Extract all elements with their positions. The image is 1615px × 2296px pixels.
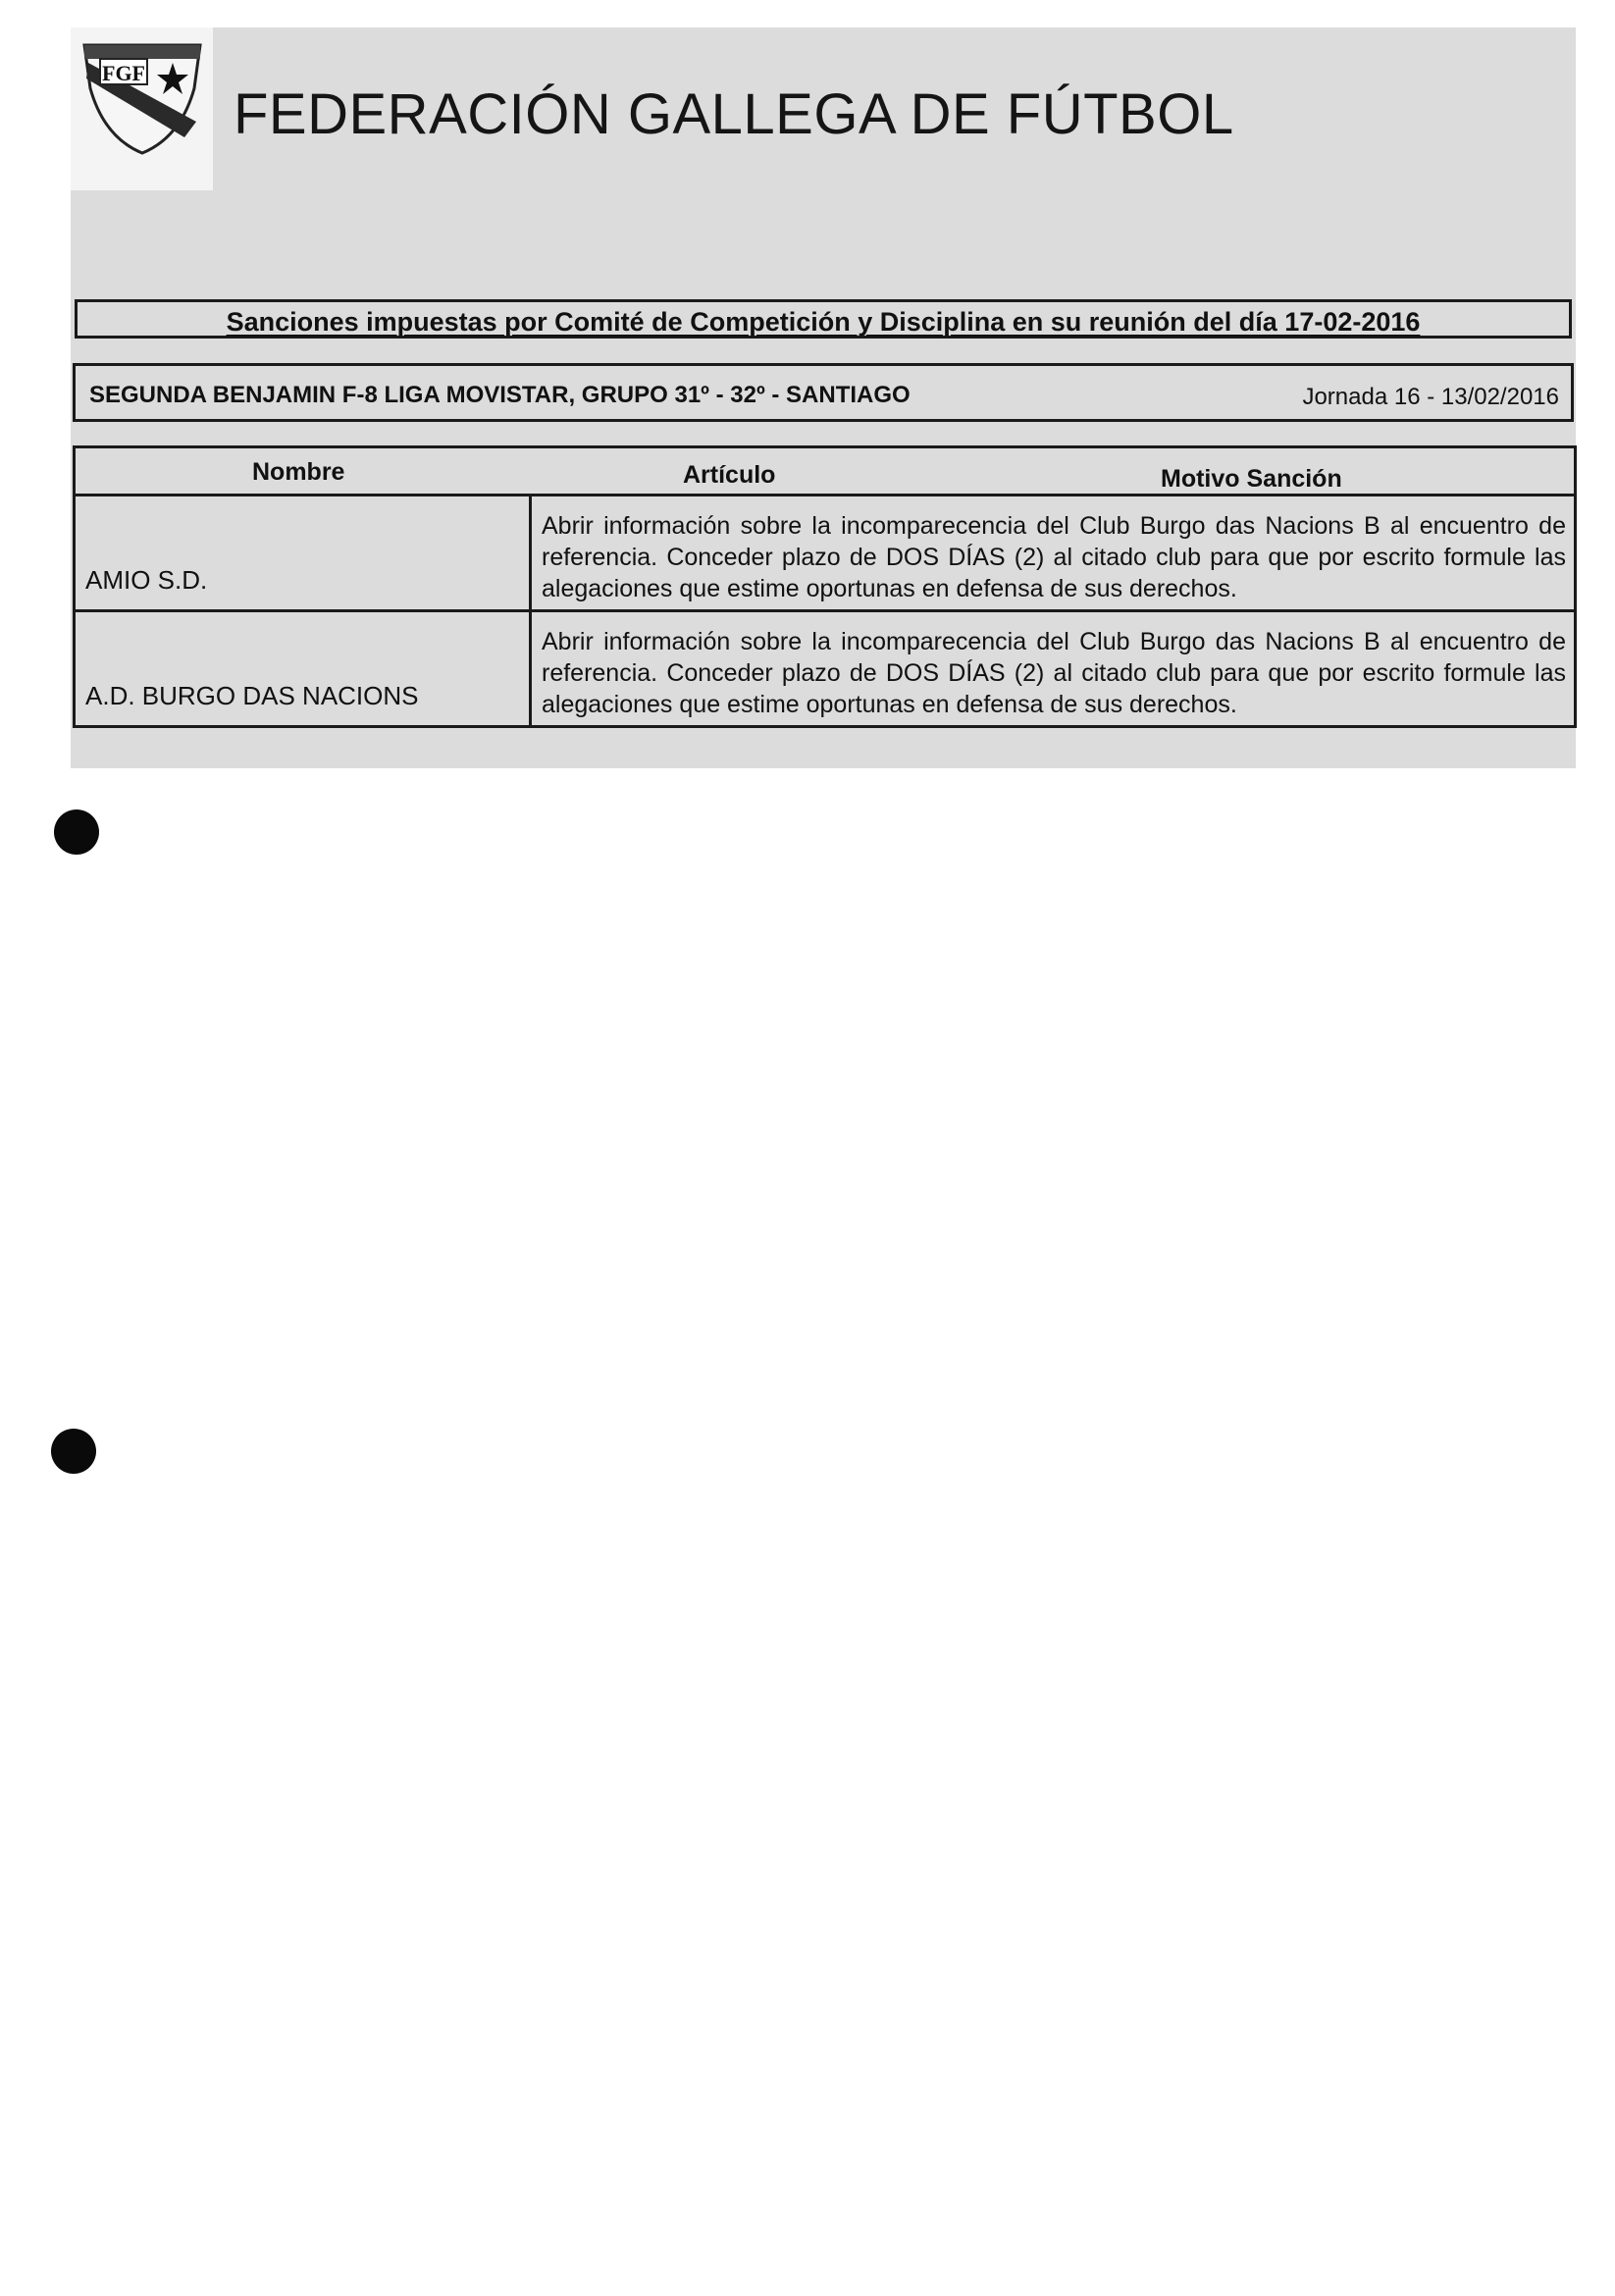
column-header-reason: Motivo Sanción	[1161, 465, 1342, 493]
fgf-shield-logo-icon	[78, 39, 206, 157]
sanctions-heading-text: Sanciones impuestas por Comité de Competición y Disciplina en su reunión del día 17-02-2016	[226, 307, 1421, 337]
punch-hole-top	[54, 809, 99, 855]
organization-title: FEDERACIÓN GALLEGA DE FÚTBOL	[234, 82, 1234, 146]
club-name: AMIO S.D.	[75, 496, 531, 611]
punch-hole-bottom	[51, 1429, 96, 1474]
column-header-article: Artículo	[683, 461, 776, 489]
competition-group: SEGUNDA BENJAMIN F-8 LIGA MOVISTAR, GRUPO 31º - 32º - SANTIAGO	[89, 382, 911, 408]
table-header-cell	[75, 447, 1576, 496]
sanction-description: Abrir información sobre la incomparecencia del Club Burgo das Nacions B al encuentro de referencia. Conceder plazo de DOS DÍAS (2) al citado club para que por escrito formule las alegaciones que estime oportunas en defensa de sus derechos.	[531, 496, 1576, 611]
table-row	[75, 611, 1576, 727]
jornada-date: Jornada 16 - 13/02/2016	[1302, 384, 1559, 410]
club-name: A.D. BURGO DAS NACIONS	[75, 611, 531, 727]
sanctions-table	[73, 445, 1577, 728]
competition-header	[73, 363, 1574, 422]
table-row	[75, 496, 1576, 611]
table-header-row	[75, 447, 1576, 496]
sanction-description: Abrir información sobre la incomparecencia del Club Burgo das Nacions B al encuentro de referencia. Conceder plazo de DOS DÍAS (2) al citado club para que por escrito formule las alegaciones que estime oportunas en defensa de sus derechos.	[531, 611, 1576, 727]
column-header-name: Nombre	[252, 458, 345, 486]
svg-text:FGF: FGF	[102, 61, 145, 85]
sanctions-heading	[75, 299, 1572, 339]
